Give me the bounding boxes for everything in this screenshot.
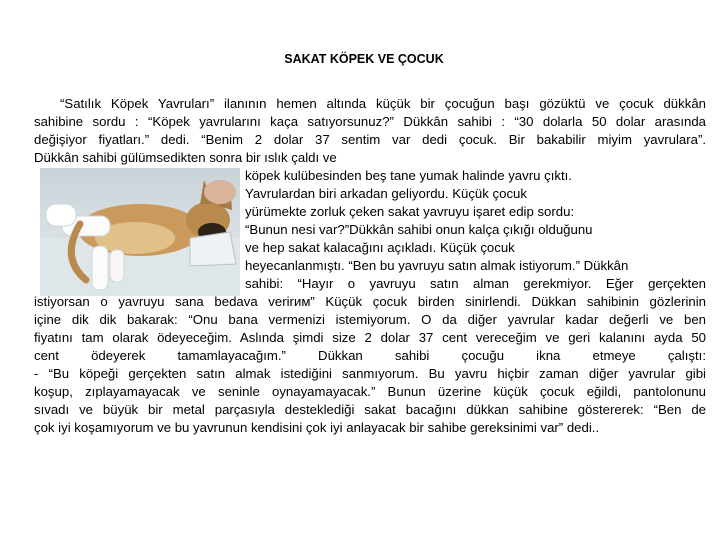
paragraph-line: köpek kulübesinden beş tane yumak halinde yavru çıktı. (245, 168, 572, 183)
document-title: SAKAT KÖPEK VE ÇOCUK (284, 52, 444, 66)
paragraph-line: koşup, zıplayamayacak ve seninle oynayamayacak.” Bunun üzerine küçük çocuk eğildi, pantolonunu (34, 384, 706, 399)
paragraph-line: - “Bu köpeği gerçekten satın almak istediğini sanmıyorum. Bu yavru hiçbir zaman diğer yavrular gibi (34, 366, 706, 381)
paragraph-line: Dükkân sahibi gülümsedikten sonra bir ıslık çaldı ve (34, 150, 337, 165)
paragraph-line: Yavrulardan biri arkadan geliyordu. Küçük çocuk (245, 186, 527, 201)
paragraph-line: sahibi: “Hayır o yavruyu satın alman gerekmiyor. Eğer gerçekten (245, 276, 706, 291)
paragraph-line: değişiyor fiyatları.” dedi. “Benim 2 dolar 37 sentim var dedi çocuk. Bir bakabilir miyim yavrulara”. (34, 132, 706, 147)
paragraph-line: “Satılık Köpek Yavruları” ilanının hemen altında küçük bir çocuğun başı gözüktü ve çocuk dükkân (60, 96, 706, 111)
paragraph-line: sıvadı ve büyük bir metal parçasıyla desteklediği sakat bacağını dükkan sahibine göstererek: “Ben de (34, 402, 706, 417)
paragraph-line: çok iyi koşamıyorum ve bu yavrunun kendisini çok iyi anlayacak bir sahibe gereksinimi var” dedi.. (34, 420, 600, 435)
paragraph-line: heyecanlanmıştı. “Ben bu yavruyu satın almak istiyorum.” Dükkân (245, 258, 629, 273)
paragraph-line: yürümekte zorluk çeken sakat yavruyu işaret edip sordu: (245, 204, 575, 219)
paragraph-line: ve hep sakat kalacağını açıkladı. Küçük çocuk (245, 240, 515, 255)
paragraph-line: “Bunun nesi var?”Dükkân sahibi onun kalça çıkığı olduğunu (245, 222, 593, 237)
paragraph-line: sahibine sordu : “Köpek yavrularını kaça satıyorsunuz?” Dükkân sahibi : “30 dolarla 50 dolar arasında (34, 114, 706, 129)
paragraph-line: cent ödeyerek tamamlayacağım.” Dükkan sahibi çocuğu ikna etmeye çalıştı: (34, 348, 706, 363)
paragraph-line: istiyorsan o yavruyu sana bedava verirим” Küçük çocuk birden sinirlendi. Dükkan sahibinin gözlerinin (34, 294, 706, 309)
paragraph-line: fiyatını tam olarak ödeyeceğim. Aslında şimdi size 2 dolar 37 cent vereceğim ve geri kalanını ayda 50 (34, 330, 706, 345)
bandaged-dog-photo (40, 168, 240, 296)
paragraph-line: içine dik dik bakarak: “Onu bana vermenizi istemiyorum. O da diğer yavrular kadar değerli ve ben (34, 312, 706, 327)
